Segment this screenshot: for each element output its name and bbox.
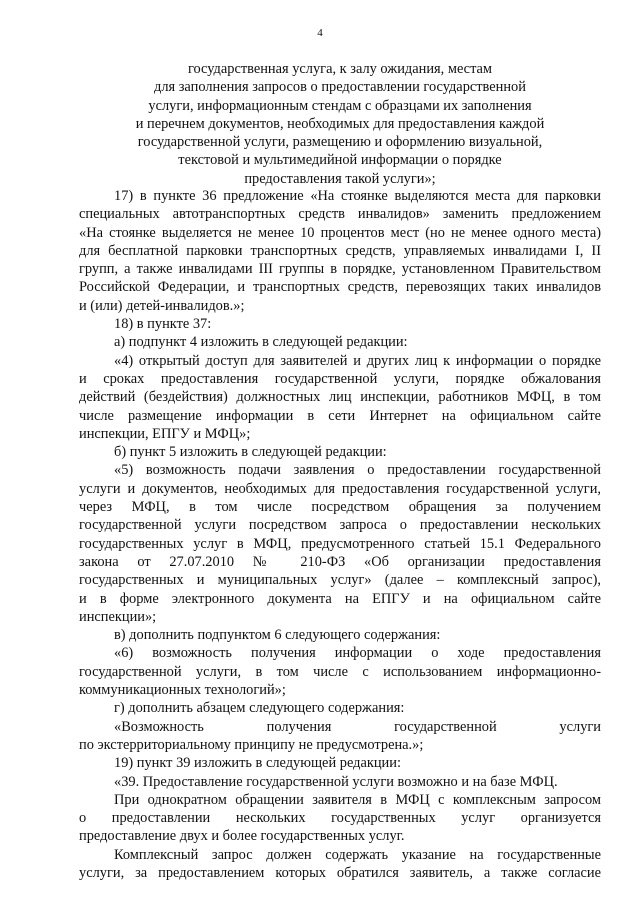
intro-line: для заполнения запросов о предоставлении государственной (154, 79, 526, 96)
intro-paragraph (70, 60, 610, 188)
text-line: «Возможность получения государственной услуги (114, 718, 601, 735)
text-line: 18) в пункте 37: (114, 316, 212, 333)
text-line: «39. Предоставление государственной услуги возможно и на базе МФЦ. (114, 773, 558, 790)
text-line: г) дополнить абзацем следующего содержания: (114, 700, 405, 717)
text-line: в) дополнить подпунктом 6 следующего содержания: (114, 627, 441, 644)
text-line: услуги, за предоставлением которых обратился заявитель, а также согласие (79, 864, 601, 881)
text-line: государственной услуги посредством запроса о предоставлении нескольких (79, 517, 601, 534)
text-line: для бесплатной парковки транспортных средств, управляемых инвалидами I, II (79, 242, 601, 259)
text-line: 19) пункт 39 изложить в следующей редакции: (114, 755, 401, 772)
text-line: коммуникационных технологий»; (79, 682, 286, 699)
text-line: закона от 27.07.2010 № 210-ФЗ «Об организации предоставления (79, 553, 601, 570)
page-number: 4 (317, 27, 323, 39)
text-line: 17) в пункте 36 предложение «На стоянке выделяются места для парковки (114, 188, 601, 204)
text-line: специальных автотранспортных средств инвалидов» заменить предложением (79, 206, 601, 223)
text-line: и в форме электронного документа на ЕПГУ и на официальном сайте (79, 590, 601, 607)
text-line: инспекции»; (79, 608, 157, 625)
text-line: а) подпункт 4 изложить в следующей редакции: (114, 334, 408, 351)
text-line: и (или) детей-инвалидов.»; (79, 297, 245, 314)
text-line: Комплексный запрос должен содержать указание на государственные (114, 846, 601, 863)
text-line: групп, а также инвалидами III группы в порядке, установленном Правительством (79, 261, 601, 278)
text-line: б) пункт 5 изложить в следующей редакции: (114, 444, 387, 461)
text-line: При однократном обращении заявителя в МФЦ с комплексным запросом (114, 791, 601, 808)
text-line: «На стоянке выделяется не менее 10 процентов мест (но не менее одного места) (79, 224, 601, 241)
text-line: «5) возможность подачи заявления о предоставлении государственной (114, 462, 601, 479)
text-line: инспекции, ЕПГУ и МФЦ»; (79, 425, 251, 442)
text-line: государственных услуг в МФЦ, предусмотренного статьей 15.1 Федерального (79, 535, 601, 552)
document-body (79, 187, 601, 882)
text-line: услуги и документов, необходимых для предоставления государственной услуги, (79, 480, 601, 497)
text-line: «4) открытый доступ для заявителей и других лиц к информации о порядке (114, 352, 601, 369)
text-line: «6) возможность получения информации о ходе предоставления (114, 645, 601, 662)
text-line: действий (бездействия) должностных лиц инспекции, работников МФЦ, в том (79, 389, 601, 406)
text-line: через МФЦ, в том числе посредством обращения за получением (79, 499, 601, 516)
intro-line: текстовой и мультимедийной информации о порядке (178, 152, 502, 169)
intro-line: предоставления такой услуги»; (244, 170, 436, 187)
text-line: по экстерриториальному принципу не предусмотрена.»; (79, 736, 424, 753)
intro-line: услуги, информационным стендам с образцами их заполнения (148, 97, 532, 114)
text-line: предоставление двух и более государственных услуг. (79, 828, 405, 845)
intro-line: государственной услуги, размещению и оформлению визуальной, (137, 134, 543, 151)
text-line: о предоставлении нескольких государственных услуг организуется (79, 810, 601, 827)
text-line: государственных и муниципальных услуг» (далее – комплексный запрос), (79, 572, 601, 589)
text-line: числе размещение информации в сети Интернет на официальном сайте (79, 407, 601, 424)
text-line: государственной услуги, в том числе с использованием информационно- (79, 663, 601, 680)
intro-line: государственная услуга, к залу ожидания, местам (187, 61, 493, 77)
text-line: и сроках предоставления государственной услуги, порядке обжалования (79, 370, 601, 387)
text-line: Российской Федерации, и транспортных средств, перевозящих таких инвалидов (79, 279, 601, 296)
intro-line: и перечнем документов, необходимых для предоставления каждой (135, 115, 545, 132)
